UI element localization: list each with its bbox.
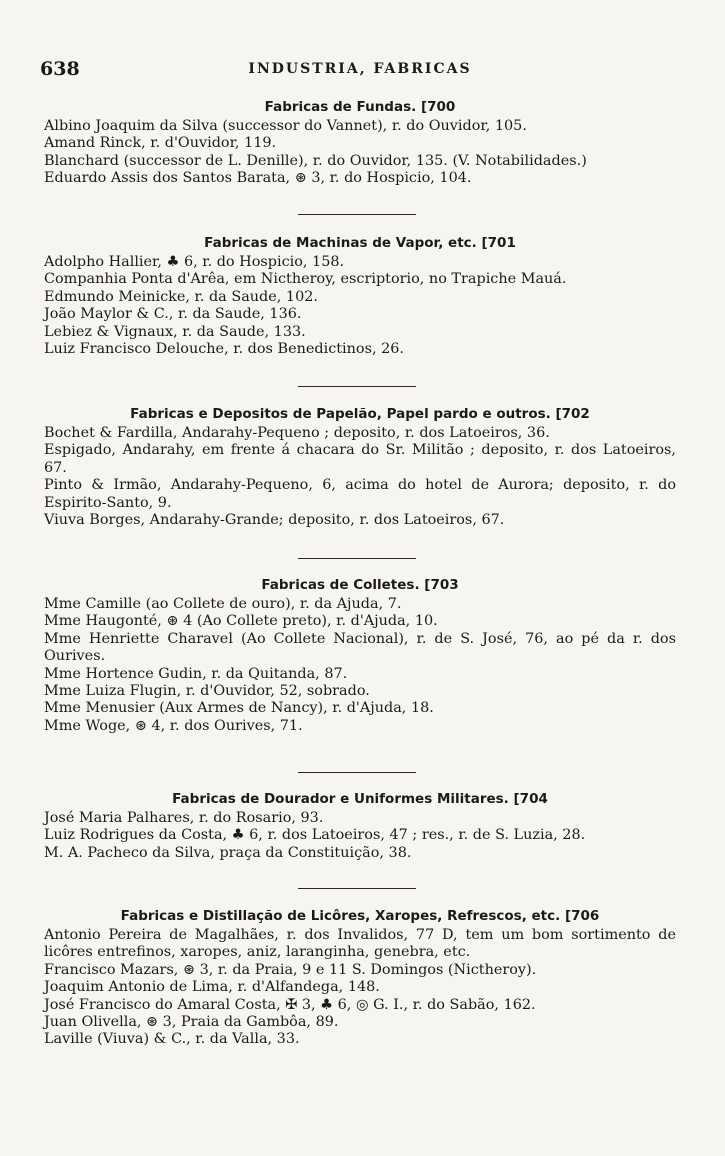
section-title: [44, 232, 676, 254]
section-fundas: [44, 96, 676, 188]
section-title-text: Fabricas de Dourador e Uniformes Militares.: [172, 791, 509, 807]
list-item: M. A. Pacheco da Silva, praça da Constituição, 38.: [44, 844, 412, 861]
list-item: Luiz Rodrigues da Costa, ♣ 6, r. dos Latoeiros, 47 ; res., r. de S. Luzia, 28.: [44, 827, 586, 844]
section-title: [44, 403, 676, 425]
list-item: Blanchard (successor de L. Denille), r. do Ouvidor, 135. (V. Notabilidades.): [44, 152, 587, 169]
section-divider: [298, 214, 416, 215]
list-item: José Francisco do Amaral Costa, ✠ 3, ♣ 6, ◎ G. I., r. do Sabão, 162.: [44, 996, 536, 1013]
section-title-text: Fabricas de Fundas.: [264, 99, 417, 115]
list-item: Laville (Viuva) & C., r. da Valla, 33.: [44, 1031, 300, 1048]
list-item: Companhia Ponta d'Arêa, em Nictheroy, escriptorio, no Trapiche Mauá.: [44, 271, 567, 288]
list-item: Pinto & Irmão, Andarahy-Pequeno, 6, acima do hotel de Aurora; deposito, r. do Espirito-Santo, 9.: [44, 477, 676, 511]
section-title-text: Fabricas e Distillação de Licôres, Xaropes, Refrescos, etc.: [120, 908, 561, 924]
list-item: João Maylor & C., r. da Saude, 136.: [44, 306, 302, 323]
list-item: Lebiez & Vignaux, r. da Saude, 133.: [44, 323, 306, 340]
running-head: INDUSTRIA, FABRICAS: [248, 61, 472, 77]
page-number: 638: [40, 58, 80, 80]
section-number: [702: [555, 406, 590, 422]
list-item: Mme Haugonté, ⊛ 4 (Ao Collete preto), r. d'Ajuda, 10.: [44, 613, 438, 630]
list-item: Mme Luiza Flugin, r. d'Ouvidor, 52, sobrado.: [44, 683, 370, 700]
section-number: [703: [424, 577, 459, 593]
list-item: Eduardo Assis dos Santos Barata, ⊛ 3, r. do Hospicio, 104.: [44, 170, 472, 187]
list-item: Amand Rinck, r. d'Ouvidor, 119.: [44, 135, 277, 152]
list-item: Mme Menusier (Aux Armes de Nancy), r. d'Ajuda, 18.: [44, 700, 434, 717]
section-title-text: Fabricas e Depositos de Papelão, Papel pardo e outros.: [130, 406, 551, 422]
section-licores: [44, 905, 676, 1049]
section-colletes: [44, 574, 676, 735]
section-number: [700: [420, 99, 456, 115]
list-item: Antonio Pereira de Magalhães, r. dos Invalidos, 77 D, tem um bom sortimento de licôres entrefinos, xaropes, aniz, laranginha, genebra, etc.: [44, 927, 676, 961]
page-header: [40, 58, 680, 84]
list-item: Adolpho Hallier, ♣ 6, r. do Hospicio, 158.: [44, 254, 345, 270]
list-item: Bochet & Fardilla, Andarahy-Pequeno ; deposito, r. dos Latoeiros, 36.: [44, 425, 550, 441]
section-number: [704: [513, 791, 548, 807]
section-title: [44, 905, 676, 927]
list-item: Albino Joaquim da Silva (successor do Vannet), r. do Ouvidor, 105.: [44, 118, 527, 134]
list-item: Luiz Francisco Delouche, r. dos Benedictinos, 26.: [44, 341, 404, 358]
section-papelao: [44, 403, 676, 529]
list-item: Edmundo Meinicke, r. da Saude, 102.: [44, 288, 318, 305]
section-divider: [298, 558, 416, 559]
list-item: Mme Woge, ⊛ 4, r. dos Ourives, 71.: [44, 717, 303, 734]
section-divider: [298, 772, 416, 773]
list-item: Viuva Borges, Andarahy-Grande; deposito, r. dos Latoeiros, 67.: [44, 512, 505, 529]
section-title: [44, 574, 676, 596]
list-item: Mme Hortence Gudin, r. da Quitanda, 87.: [44, 665, 348, 682]
list-item: José Maria Palhares, r. do Rosario, 93.: [44, 810, 324, 826]
section-divider: [298, 888, 416, 889]
section-title: [44, 96, 676, 118]
section-dourador: [44, 788, 676, 862]
list-item: Espigado, Andarahy, em frente á chacara do Sr. Militão ; deposito, r. dos Latoeiros, 67.: [44, 442, 676, 476]
section-title: [44, 788, 676, 810]
section-number: [701: [481, 235, 516, 251]
list-item: Joaquim Antonio de Lima, r. d'Alfandega, 148.: [44, 979, 380, 996]
list-item: Mme Henriette Charavel (Ao Collete Nacional), r. de S. José, 76, ao pé da r. dos Ourives.: [44, 630, 676, 665]
section-title-text: Fabricas de Colletes.: [261, 577, 420, 593]
list-item: Mme Camille (ao Collete de ouro), r. da Ajuda, 7.: [44, 596, 402, 612]
section-number: [706: [564, 908, 600, 924]
section-divider: [298, 386, 416, 387]
list-item: Francisco Mazars, ⊛ 3, r. da Praia, 9 e 11 S. Domingos (Nictheroy).: [44, 961, 537, 978]
section-machinas: [44, 232, 676, 358]
list-item: Juan Olivella, ⊛ 3, Praia da Gambôa, 89.: [44, 1014, 339, 1031]
section-title-text: Fabricas de Machinas de Vapor, etc.: [204, 235, 477, 251]
